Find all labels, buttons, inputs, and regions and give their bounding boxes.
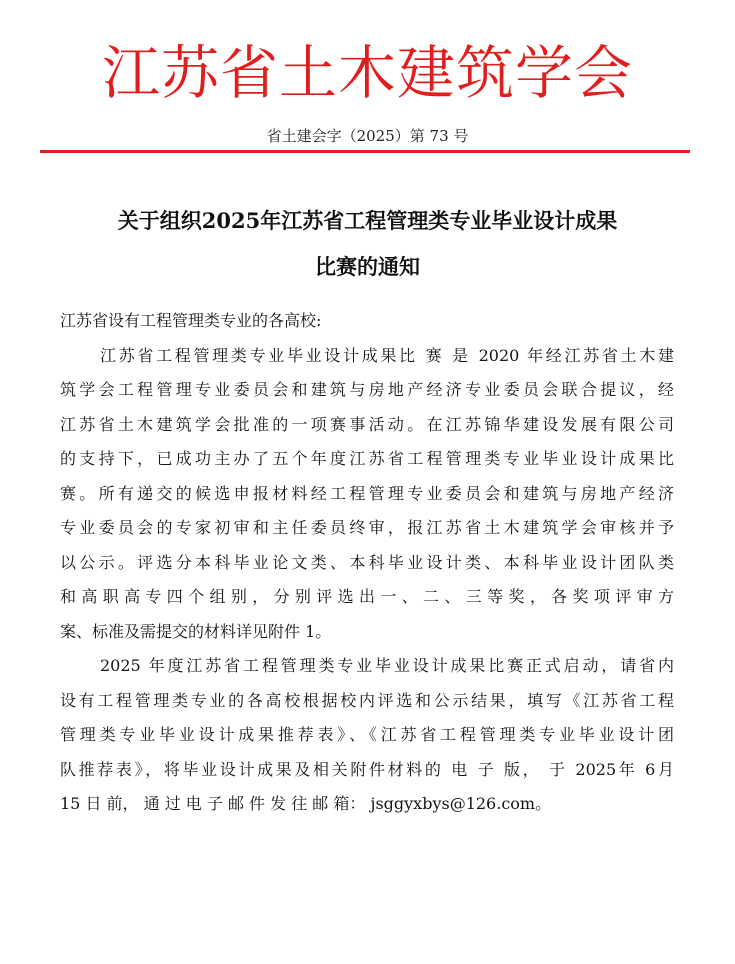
notice-title-line-2: 比赛的通知 — [315, 254, 420, 279]
body-line: 管理类专业毕业设计成果推荐表》、《江苏省工程管理类专业毕业设计团 — [60, 725, 674, 744]
body-line: 以公示。评选分本科毕业论文类、本科毕业设计类、本科毕业设计团队类 — [60, 552, 674, 572]
document-number: 省土建会字（2025）第 73 号 — [266, 127, 469, 145]
body-line: 专业委员会的专家初审和主任委员终审，报江苏省土木建筑学会审核并予 — [60, 518, 674, 537]
salutation-line: 江苏省设有工程管理类专业的各高校: — [60, 311, 322, 330]
body-line: 15 日 前， 通 过 电 子 邮 件 发 往 邮 箱： jsggyxbys@126.com。 — [60, 794, 552, 813]
body-line: 赛。所有递交的候选申报材料经工程管理专业委员会和建筑与房地产经济 — [60, 483, 674, 503]
issuing-organization-name: 江苏省土木建筑学会 — [101, 39, 633, 107]
body-line: 的支持下，已成功主办了五个年度江苏省工程管理类专业毕业设计成果比 — [60, 449, 674, 468]
body-line: 和高职高专四个组别，分别评选出一、二、三等奖，各奖项评审方 — [60, 587, 674, 606]
body-line: 设有工程管理类专业的各高校根据校内评选和公示结果，填写《江苏省工程 — [60, 690, 674, 710]
notice-title — [0, 198, 735, 290]
body-line: 案、标准及需提交的材料详见附件 1。 — [60, 621, 332, 641]
body-line: 2025 年度江苏省工程管理类专业毕业设计成果比赛正式启动，请省内 — [100, 656, 674, 675]
body-line: 队推荐表》，将毕业设计成果及相关附件材料的 电 子 版， 于 2025年 6月 — [60, 759, 674, 779]
body-line: 江苏省土木建筑学会批准的一项赛事活动。在江苏锦华建设发展有限公司 — [60, 414, 674, 434]
red-header-divider — [40, 150, 690, 153]
notice-title-line-1: 关于组织2025年江苏省工程管理类专业毕业设计成果 — [117, 208, 618, 233]
notice-body — [60, 304, 674, 822]
body-line: 筑学会工程管理专业委员会和建筑与房地产经济专业委员会联合提议，经 — [60, 380, 674, 399]
body-line: 江苏省工程管理类专业毕业设计成果比 赛 是 2020 年经江苏省土木建 — [100, 345, 674, 365]
